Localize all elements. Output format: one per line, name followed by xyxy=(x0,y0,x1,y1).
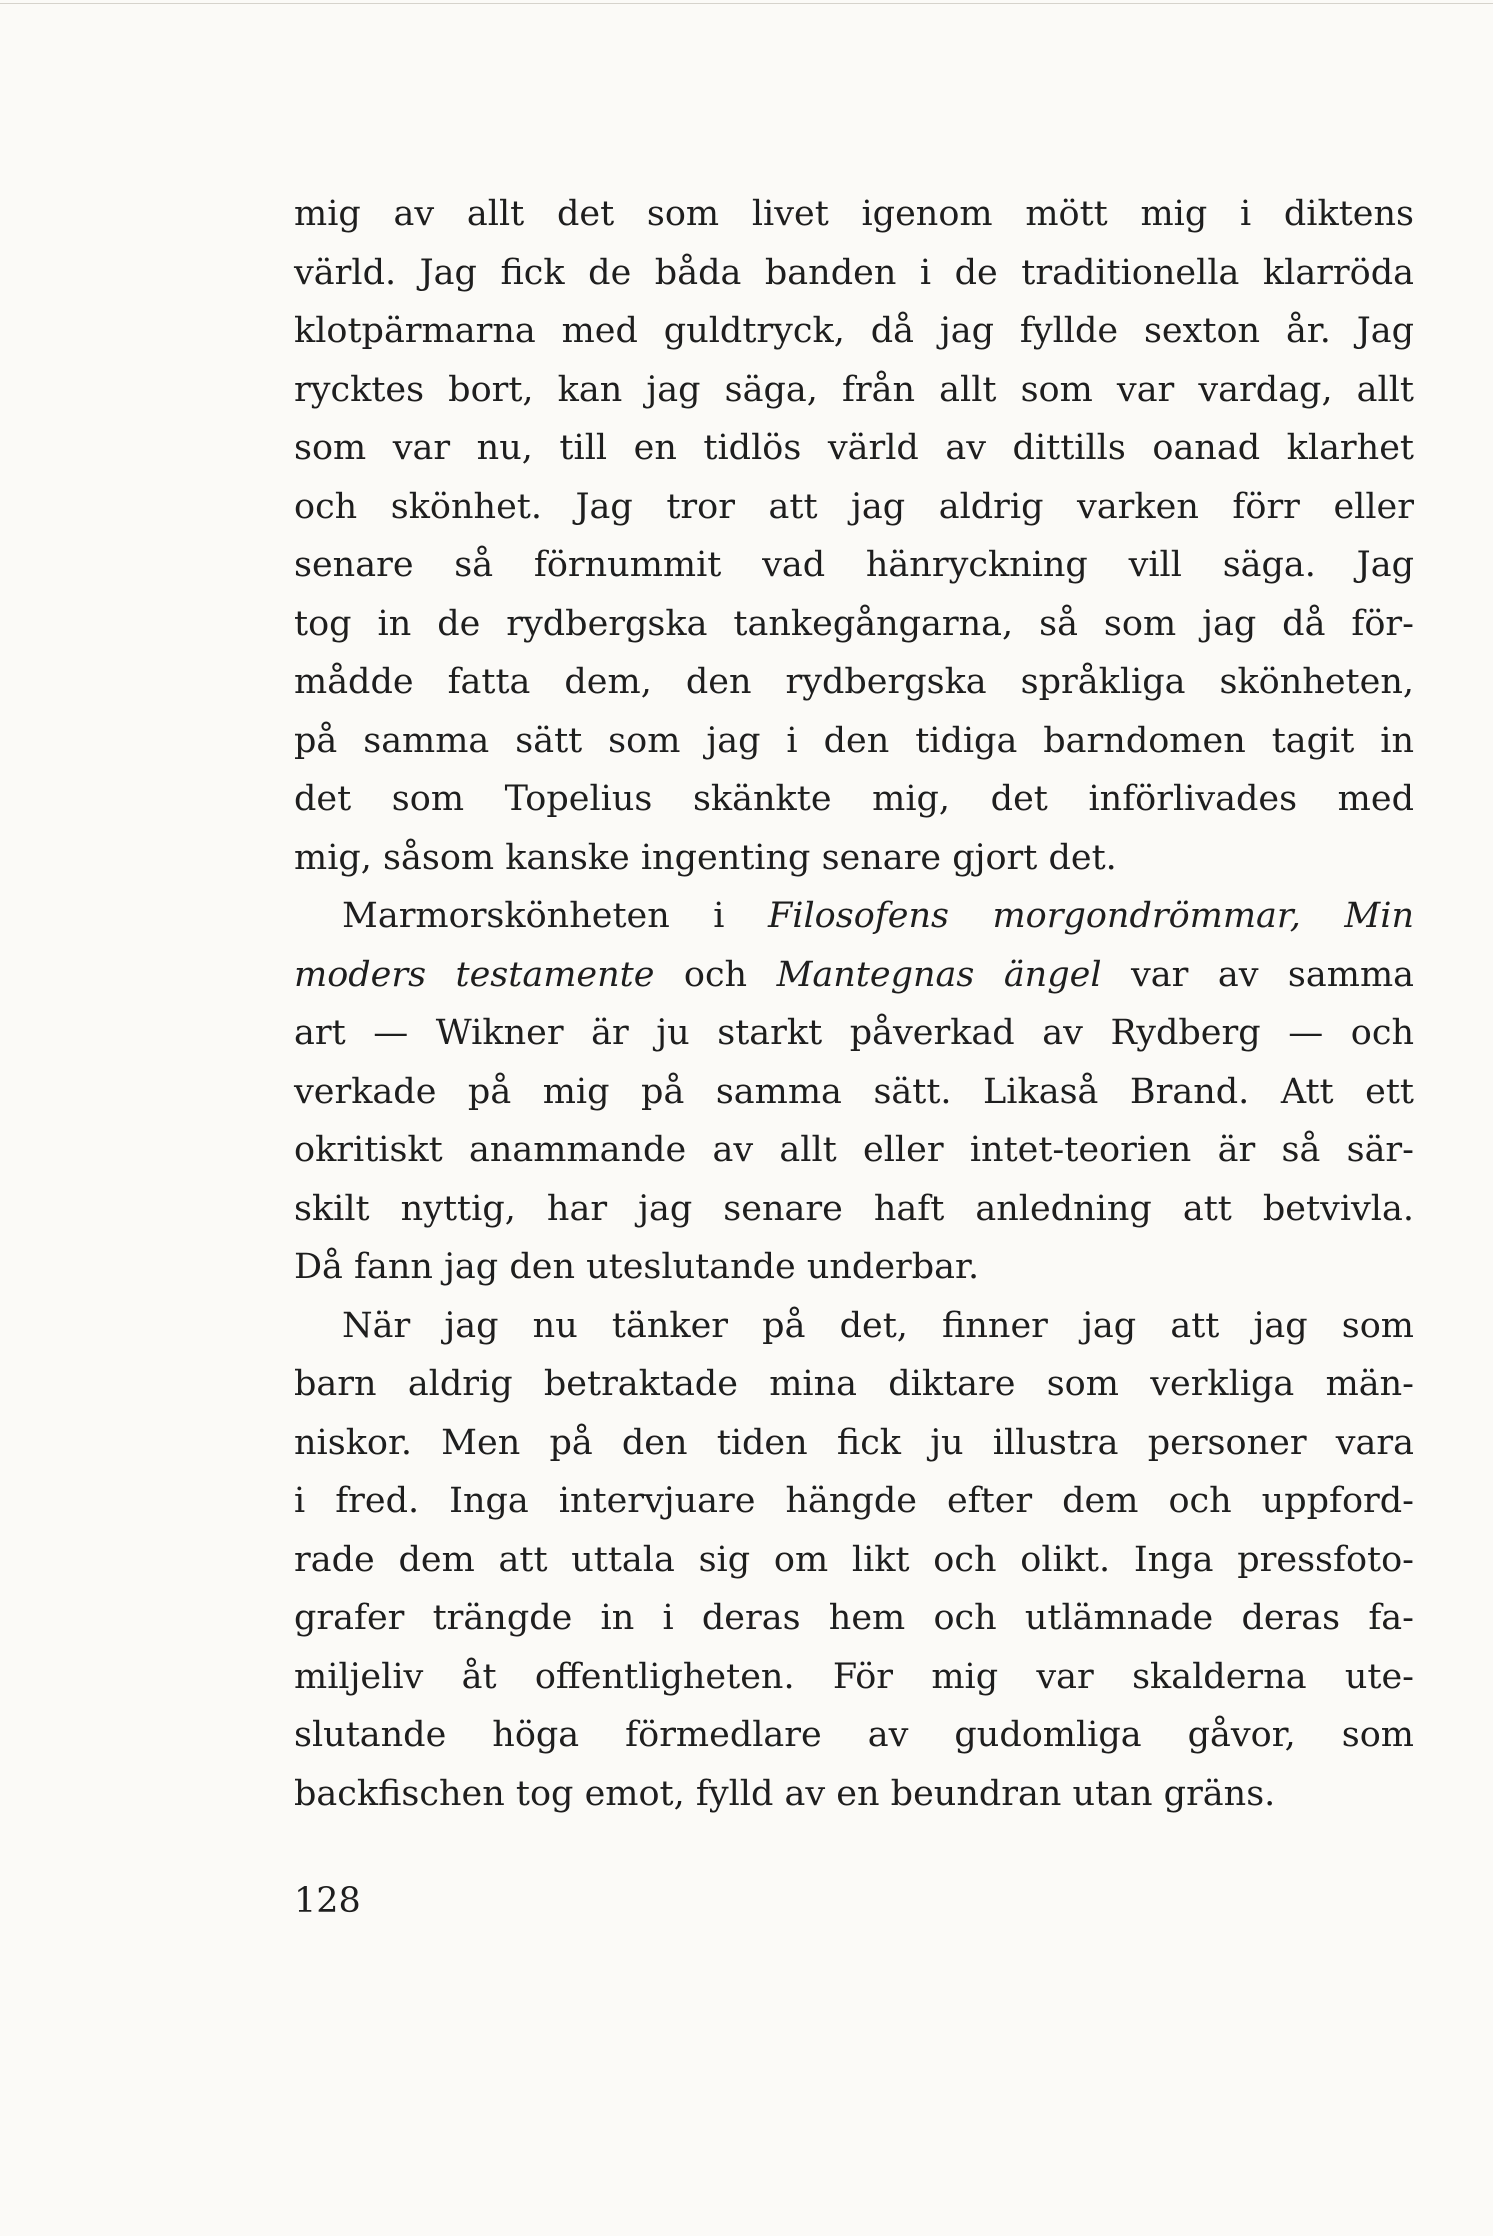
text-line xyxy=(294,1765,1414,1824)
text-line xyxy=(294,185,1414,244)
text-run: art — Wikner är ju starkt påverkad av Rydberg — och xyxy=(294,1013,1414,1053)
text-line xyxy=(294,1648,1414,1707)
paragraph xyxy=(294,887,1414,1297)
paragraph xyxy=(294,185,1414,887)
text-run: tog in de rydbergska tankegångarna, så som jag då för- xyxy=(294,603,1414,644)
text-line xyxy=(294,770,1414,829)
text-line xyxy=(294,1472,1414,1531)
text-line xyxy=(294,946,1414,1005)
text-run: okritiskt anammande av allt eller intet-teorien är så sär- xyxy=(294,1130,1414,1170)
text-line xyxy=(294,887,1414,946)
text-line xyxy=(294,302,1414,361)
text-run: mig, såsom kanske ingenting senare gjort det. xyxy=(294,837,1117,878)
text-line xyxy=(294,1414,1414,1473)
text-line xyxy=(294,478,1414,537)
text-run: skilt nyttig, har jag senare haft anledning att betvivla. xyxy=(294,1188,1414,1229)
body-text xyxy=(294,185,1414,1823)
text-run: det som Topelius skänkte mig, det införlivades med xyxy=(294,779,1414,819)
text-line xyxy=(294,1589,1414,1648)
text-line xyxy=(294,1706,1414,1765)
page-edge-line xyxy=(0,3,1493,4)
text-run: och skönhet. Jag tror att jag aldrig varken förr eller xyxy=(294,486,1414,527)
page-number: 128 xyxy=(294,1881,361,1921)
text-line xyxy=(294,829,1414,888)
text-line xyxy=(294,419,1414,478)
text-run: senare så förnummit vad hänryckning vill säga. Jag xyxy=(294,545,1414,585)
text-line xyxy=(294,361,1414,420)
italic-title: Mantegnas ängel xyxy=(776,954,1102,995)
text-run: När jag nu tänker på det, finner jag att jag som xyxy=(342,1305,1414,1346)
text-run: barn aldrig betraktade mina diktare som verkliga män- xyxy=(294,1364,1414,1404)
text-run: som var nu, till en tidlös värld av dittills oanad klarhet xyxy=(294,428,1414,468)
text-line xyxy=(294,244,1414,303)
text-run: i fred. Inga intervjuare hängde efter dem och uppford- xyxy=(294,1481,1414,1521)
text-line xyxy=(294,1063,1414,1122)
text-line xyxy=(294,595,1414,654)
text-line xyxy=(294,1531,1414,1590)
text-run: Då fann jag den uteslutande underbar. xyxy=(294,1247,980,1287)
text-line xyxy=(294,1355,1414,1414)
text-run: backfischen tog emot, fylld av en beundran utan gräns. xyxy=(294,1773,1276,1814)
text-line xyxy=(294,1004,1414,1063)
italic-title: moders testamente xyxy=(294,954,655,995)
text-line xyxy=(294,1180,1414,1239)
text-line xyxy=(294,1121,1414,1180)
text-line xyxy=(294,1297,1414,1356)
paragraph xyxy=(294,1297,1414,1824)
text-line xyxy=(294,653,1414,712)
text-run: niskor. Men på den tiden fick ju illustra personer vara xyxy=(294,1422,1414,1463)
text-line xyxy=(294,536,1414,595)
text-run: värld. Jag fick de båda banden i de traditionella klarröda xyxy=(294,252,1414,293)
text-run: verkade på mig på samma sätt. Likaså Brand. Att ett xyxy=(294,1071,1414,1112)
text-run: mig av allt det som livet igenom mött mig i diktens xyxy=(294,194,1414,234)
text-line xyxy=(294,712,1414,771)
text-run: Marmorskönheten i xyxy=(342,896,768,936)
text-run: var av samma xyxy=(1101,954,1414,995)
text-run: miljeliv åt offentligheten. För mig var skalderna ute- xyxy=(294,1656,1414,1697)
text-run: mådde fatta dem, den rydbergska språkliga skönheten, xyxy=(294,662,1414,702)
text-run: och xyxy=(654,954,777,995)
text-line xyxy=(294,1238,1414,1297)
text-run: rycktes bort, kan jag säga, från allt som var vardag, allt xyxy=(294,369,1414,410)
text-run: klotpärmarna med guldtryck, då jag fyllde sexton år. Jag xyxy=(294,311,1414,351)
text-run: slutande höga förmedlare av gudomliga gåvor, som xyxy=(294,1715,1414,1755)
italic-title: Filosofens morgondrömmar, Min xyxy=(768,896,1415,936)
text-run: rade dem att uttala sig om likt och olikt. Inga pressfoto- xyxy=(294,1539,1414,1580)
text-run: på samma sätt som jag i den tidiga barndomen tagit in xyxy=(294,720,1414,761)
text-run: grafer trängde in i deras hem och utlämnade deras fa- xyxy=(294,1598,1414,1638)
